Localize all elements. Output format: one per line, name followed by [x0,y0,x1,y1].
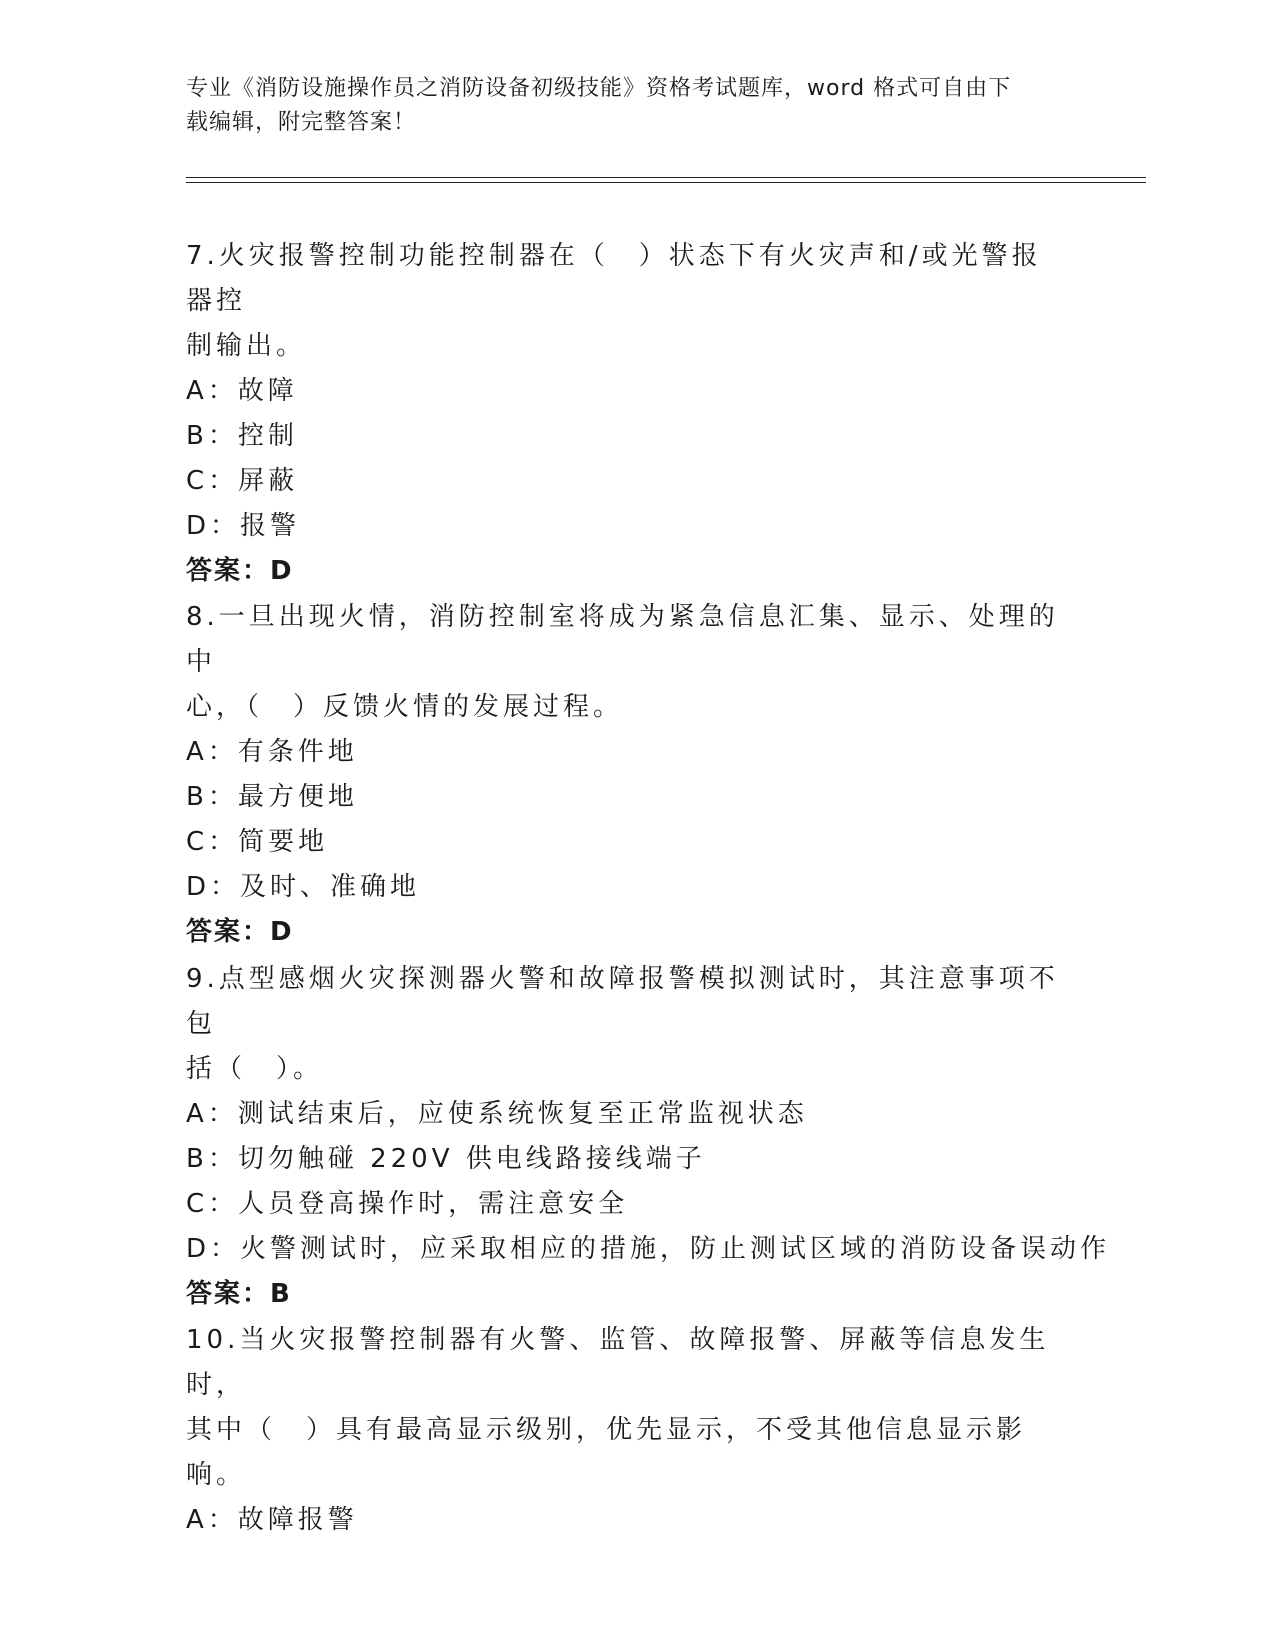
option-a: A：故障报警 [186,1505,358,1535]
answer: 答案：D [186,556,294,586]
option-c: C：人员登高操作时，需注意安全 [186,1189,629,1219]
question-9 [186,957,1111,1317]
question-stem: 10.当火灾报警控制器有火警、监管、故障报警、屏蔽等信息发生时， 其中（ ）具有最高显示级别，优先显示，不受其他信息显示影响。 [186,1325,1050,1490]
option-a: A：有条件地 [186,737,358,767]
option-d: D：火警测试时，应采取相应的措施，防止测试区域的消防设备误动作 [186,1234,1111,1264]
header-divider [186,177,1146,183]
option-c: C：屏蔽 [186,466,299,496]
question-stem: 7.火灾报警控制功能控制器在（ ）状态下有火灾声和/或光警报器控 制输出。 [186,241,1042,361]
option-b: B：控制 [186,421,298,451]
question-stem: 9.点型感烟火灾探测器火警和故障报警模拟测试时，其注意事项不包 括（ ）。 [186,964,1059,1084]
answer: 答案：D [186,917,294,947]
option-b: B：切勿触碰 220V 供电线路接线端子 [186,1144,706,1174]
document-header [186,72,1066,140]
option-d: D：及时、准确地 [186,872,421,902]
question-stem: 8.一旦出现火情，消防控制室将成为紧急信息汇集、显示、处理的中 心，（ ）反馈火情的发展过程。 [186,602,1059,722]
question-8 [186,595,1066,955]
option-d: D：报警 [186,511,301,541]
header-line-2: 载编辑，附完整答案！ [186,110,417,135]
option-b: B：最方便地 [186,782,358,812]
option-c: C：简要地 [186,827,329,857]
question-7 [186,234,1066,594]
answer: 答案：B [186,1279,292,1309]
header-line-1: 专业《消防设施操作员之消防设备初级技能》资格考试题库，word 格式可自由下 [186,76,1012,101]
question-10 [186,1318,1066,1543]
option-a: A：故障 [186,376,298,406]
option-a: A：测试结束后，应使系统恢复至正常监视状态 [186,1099,808,1129]
